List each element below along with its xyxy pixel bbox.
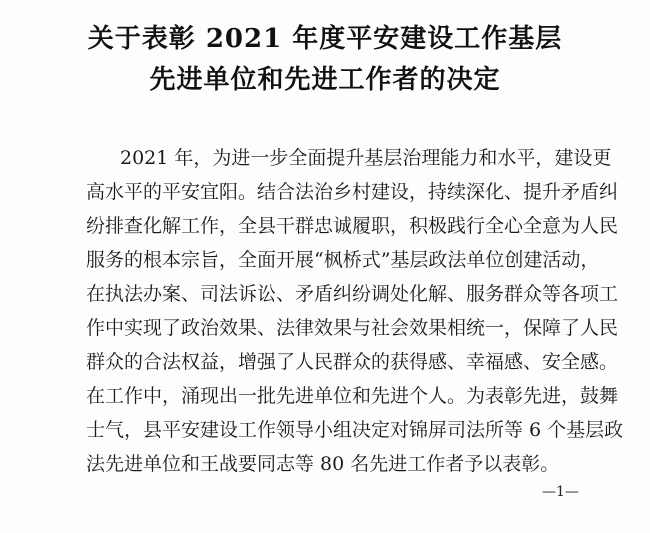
document-title-line-2: 先进单位和先进工作者的决定: [149, 65, 501, 95]
body-line: 在工作中，涌现出一批先进单位和先进个人。为表彰先进，鼓舞: [86, 385, 619, 407]
document-title-line-1: 关于表彰 2021 年度平安建设工作基层: [87, 24, 563, 54]
body-line: 法先进单位和王战要同志等 80 名先进工作者予以表彰。: [86, 453, 560, 475]
page-number: —1—: [542, 484, 579, 500]
body-line: 2021 年，为进一步全面提升基层治理能力和水平，建设更: [120, 147, 612, 169]
body-line: 在执法办案、司法诉讼、矛盾纠纷调处化解、服务群众等各项工: [86, 283, 619, 305]
body-line: 作中实现了政治效果、法律效果与社会效果相统一，保障了人民: [86, 317, 619, 339]
body-line: 士气，县平安建设工作领导小组决定对锦屏司法所等 6 个基层政: [86, 419, 624, 441]
body-line: 纷排查化解工作，全县干群忠诚履职，积极践行全心全意为人民: [86, 215, 619, 237]
body-line: 高水平的平安宜阳。结合法治乡村建设，持续深化、提升矛盾纠: [86, 181, 619, 203]
body-line: 服务的根本宗旨，全面开展“枫桥式”基层政法单位创建活动，: [86, 249, 600, 271]
body-line: 群众的合法权益，增强了人民群众的获得感、幸福感、安全感。: [86, 351, 619, 373]
